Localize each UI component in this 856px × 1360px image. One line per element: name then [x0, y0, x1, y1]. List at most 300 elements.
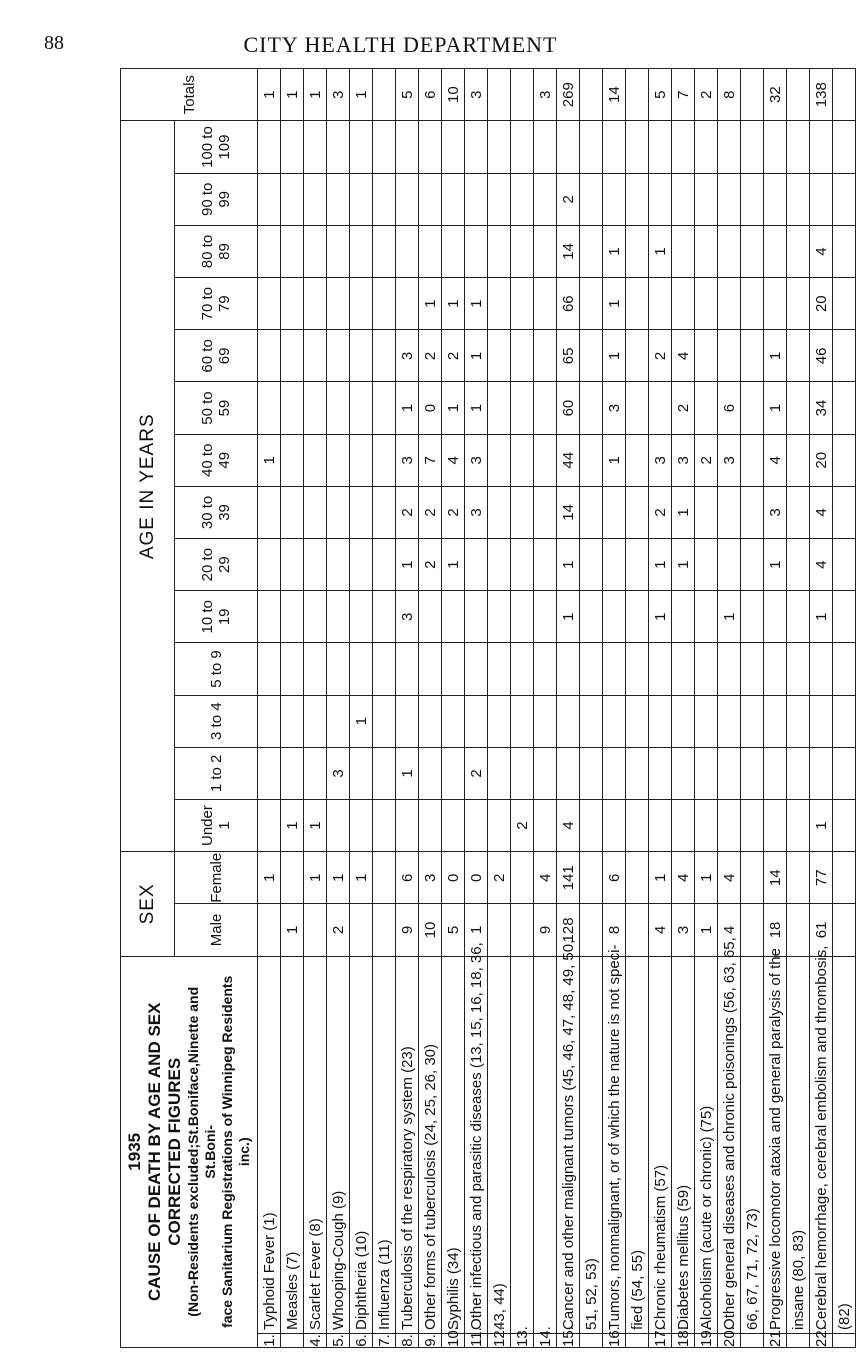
table-cell: 1	[442, 382, 465, 434]
table-cell	[833, 382, 856, 434]
table-cell	[465, 173, 488, 225]
table-cell	[465, 695, 488, 747]
table-cell	[304, 434, 327, 486]
table-cell	[304, 747, 327, 799]
table-row	[419, 69, 442, 1348]
table-row	[741, 69, 764, 1348]
table-row	[718, 69, 741, 1348]
table-cell	[442, 799, 465, 851]
table-cell	[787, 486, 810, 538]
table-cell	[419, 173, 442, 225]
table-cell	[327, 695, 350, 747]
column-header: 80 to 89	[175, 225, 258, 277]
table-cell	[787, 747, 810, 799]
table-cell	[626, 852, 649, 904]
table-cell: 1	[603, 330, 626, 382]
cause-name: (82)	[833, 956, 856, 1333]
table-cell	[488, 330, 511, 382]
table-cell	[603, 121, 626, 173]
table-cell	[373, 486, 396, 538]
table-cell	[304, 539, 327, 591]
table-cell	[672, 173, 695, 225]
table-row	[373, 69, 396, 1348]
table-cell	[419, 747, 442, 799]
table-cell: 6	[718, 382, 741, 434]
table-cell	[258, 486, 281, 538]
table-cell: 34	[810, 382, 833, 434]
table-cell: 6	[419, 69, 442, 121]
table-cell	[534, 591, 557, 643]
table-cell: 7	[419, 434, 442, 486]
table-row	[534, 69, 557, 1348]
table-cell	[741, 121, 764, 173]
row-number: 9.	[419, 1333, 442, 1347]
table-cell	[258, 591, 281, 643]
table-cell: 1	[465, 382, 488, 434]
table-cell	[396, 278, 419, 330]
table-cell	[580, 486, 603, 538]
table-cell: 0	[419, 382, 442, 434]
column-header: 20 to 29	[175, 539, 258, 591]
table-cell	[350, 121, 373, 173]
table-cell: 3	[327, 69, 350, 121]
row-number: 10.	[442, 1333, 465, 1347]
table-cell	[764, 643, 787, 695]
table-cell: 8	[718, 69, 741, 121]
table-cell	[281, 434, 304, 486]
table-cell	[327, 121, 350, 173]
table-cell	[511, 904, 534, 956]
table-cell: 65	[557, 330, 580, 382]
table-cell: 9	[396, 904, 419, 956]
table-cell	[373, 747, 396, 799]
table-cell: 1	[304, 69, 327, 121]
table-cell	[373, 69, 396, 121]
column-header: 50 to 59	[175, 382, 258, 434]
table-cell	[787, 434, 810, 486]
table-cell: 3	[327, 747, 350, 799]
table-cell: 6	[603, 852, 626, 904]
table-cell	[327, 330, 350, 382]
table-cell	[373, 278, 396, 330]
table-cell	[327, 486, 350, 538]
table-cell: 2	[419, 330, 442, 382]
table-cell	[281, 852, 304, 904]
cause-name: Typhoid Fever (1)	[258, 956, 281, 1333]
cause-name	[534, 956, 557, 1333]
table-cell	[511, 225, 534, 277]
sex-group-header: SEX	[121, 852, 175, 956]
table-cell	[649, 643, 672, 695]
table-cell	[373, 904, 396, 956]
table-cell	[534, 225, 557, 277]
table-cell	[718, 278, 741, 330]
table-cell	[603, 539, 626, 591]
table-cell	[672, 695, 695, 747]
table-cell	[603, 591, 626, 643]
column-header: 30 to 39	[175, 486, 258, 538]
table-cell: 4	[810, 486, 833, 538]
table-cell	[557, 643, 580, 695]
table-cell	[787, 695, 810, 747]
table-cell: 6	[396, 852, 419, 904]
table-cell	[787, 591, 810, 643]
table-cell: 2	[649, 486, 672, 538]
table-cell	[258, 330, 281, 382]
row-number	[833, 1333, 856, 1347]
table-cell	[488, 173, 511, 225]
table-cell	[350, 591, 373, 643]
table-cell	[787, 173, 810, 225]
table-cell	[511, 643, 534, 695]
table-cell	[511, 852, 534, 904]
table-row	[511, 69, 534, 1348]
table-cell	[258, 173, 281, 225]
table-cell	[396, 695, 419, 747]
table-cell	[580, 591, 603, 643]
row-number	[626, 1333, 649, 1347]
table-cell	[649, 173, 672, 225]
table-cell	[465, 643, 488, 695]
table-row	[442, 69, 465, 1348]
table-cell: 4	[649, 904, 672, 956]
cause-name: Tuberculosis of the respiratory system (23)	[396, 956, 419, 1333]
table-cell	[626, 434, 649, 486]
table-cell	[373, 225, 396, 277]
table-cell	[580, 434, 603, 486]
table-cell: 3	[419, 852, 442, 904]
table-cell: 1	[764, 539, 787, 591]
table-row	[649, 69, 672, 1348]
table-cell: 1	[396, 747, 419, 799]
table-cell	[741, 539, 764, 591]
table-cell	[741, 643, 764, 695]
table-cell	[281, 591, 304, 643]
table-cell	[580, 173, 603, 225]
table-cell: 3	[396, 330, 419, 382]
cause-name: Measles (7)	[281, 956, 304, 1333]
table-cell: 1	[649, 591, 672, 643]
table-cell	[626, 121, 649, 173]
table-cell	[373, 852, 396, 904]
table-row	[626, 69, 649, 1348]
table-cell	[511, 434, 534, 486]
table-cell: 2	[649, 330, 672, 382]
table-cell: 8	[603, 904, 626, 956]
table-cell: 1	[764, 382, 787, 434]
table-row	[810, 69, 833, 1348]
cause-name: insane (80, 83)	[787, 956, 810, 1333]
table-row	[764, 69, 787, 1348]
table-cell	[718, 121, 741, 173]
table-cell	[833, 173, 856, 225]
table-cell	[511, 330, 534, 382]
table-cell	[649, 121, 672, 173]
table-cell: 4	[442, 434, 465, 486]
table-cell	[833, 643, 856, 695]
table-cell	[465, 799, 488, 851]
cause-name: Alcoholism (acute or chronic) (75)	[695, 956, 718, 1333]
table-row	[557, 69, 580, 1348]
table-row	[465, 69, 488, 1348]
table-cell	[327, 539, 350, 591]
table-cell: 61	[810, 904, 833, 956]
table-cell	[787, 225, 810, 277]
table-cell	[695, 747, 718, 799]
table-cell	[488, 591, 511, 643]
table-cell: 3	[465, 486, 488, 538]
table-cell	[741, 486, 764, 538]
table-cell	[488, 382, 511, 434]
table-cell: 2	[419, 486, 442, 538]
table-cell: 14	[764, 852, 787, 904]
table-cell	[304, 330, 327, 382]
table-cell	[281, 486, 304, 538]
row-number	[787, 1333, 810, 1347]
row-number: 4.	[304, 1333, 327, 1347]
table-cell	[465, 121, 488, 173]
table-cell: 2	[672, 382, 695, 434]
caption-note-2: face Sanitarium Registrations of Winnipeg Residents inc.)	[219, 975, 252, 1328]
table-cell	[373, 121, 396, 173]
table-cell	[695, 173, 718, 225]
table-cell	[580, 799, 603, 851]
table-cell	[718, 695, 741, 747]
table-cell	[373, 695, 396, 747]
cause-name: Other forms of tuberculosis (24, 25, 26, 30)	[419, 956, 442, 1333]
table-cell	[465, 591, 488, 643]
table-cell	[419, 225, 442, 277]
table-cell	[764, 225, 787, 277]
caption-year: 1935	[125, 1132, 144, 1171]
table-cell	[534, 434, 557, 486]
table-cell	[327, 591, 350, 643]
table-cell	[833, 434, 856, 486]
table-cell	[419, 121, 442, 173]
table-cell: 2	[442, 486, 465, 538]
table-cell	[419, 591, 442, 643]
table-cell: 1	[465, 330, 488, 382]
table-cell: 3	[672, 434, 695, 486]
table-cell	[603, 799, 626, 851]
table-cell: 10	[419, 904, 442, 956]
table-cell	[580, 904, 603, 956]
table-cell	[833, 278, 856, 330]
table-cell: 1	[649, 225, 672, 277]
table-cell: 3	[764, 486, 787, 538]
table-cell	[350, 382, 373, 434]
column-header: 5 to 9	[175, 643, 258, 695]
table-cell: 3	[649, 434, 672, 486]
table-cell	[787, 69, 810, 121]
row-number: 20.	[718, 1333, 741, 1347]
table-cell: 1	[327, 852, 350, 904]
table-row	[304, 69, 327, 1348]
table-cell	[534, 121, 557, 173]
table-cell: 1	[258, 69, 281, 121]
table-cell	[718, 173, 741, 225]
row-number: 21.	[764, 1333, 787, 1347]
table-cell	[511, 591, 534, 643]
table-cell	[396, 799, 419, 851]
cause-name: Influenza (11)	[373, 956, 396, 1333]
table-cell: 0	[465, 852, 488, 904]
page-header	[0, 0, 801, 70]
table-cell: 1	[764, 330, 787, 382]
table-cell	[511, 69, 534, 121]
table-cell	[419, 643, 442, 695]
table-cell	[718, 747, 741, 799]
table-cell	[626, 799, 649, 851]
table-cell: 20	[810, 278, 833, 330]
table-cell	[695, 225, 718, 277]
table-cell	[557, 747, 580, 799]
table-cell: 1	[557, 591, 580, 643]
table-caption	[121, 956, 258, 1347]
table-cell	[488, 904, 511, 956]
table-cell	[511, 173, 534, 225]
table-cell	[327, 382, 350, 434]
table-cell: 2	[396, 486, 419, 538]
table-cell: 14	[557, 225, 580, 277]
table-cell	[373, 799, 396, 851]
table-cell: 14	[603, 69, 626, 121]
table-cell	[350, 278, 373, 330]
table-cell: 4	[810, 225, 833, 277]
table-cell	[626, 382, 649, 434]
table-cell: 2	[442, 330, 465, 382]
row-number: 7.	[373, 1333, 396, 1347]
table-cell: 4	[534, 852, 557, 904]
table-cell	[350, 747, 373, 799]
table-cell: 1	[396, 539, 419, 591]
table-cell	[350, 539, 373, 591]
table-cell	[304, 486, 327, 538]
column-header: 40 to 49	[175, 434, 258, 486]
table-cell	[488, 278, 511, 330]
table-cell	[626, 904, 649, 956]
table-cell	[718, 799, 741, 851]
table-cell	[488, 695, 511, 747]
table-cell: 1	[258, 852, 281, 904]
table-cell: 46	[810, 330, 833, 382]
caption-title: CAUSE OF DEATH BY AGE AND SEX	[145, 1002, 164, 1302]
table-cell	[350, 486, 373, 538]
table-cell	[649, 799, 672, 851]
table-cell: 1	[281, 69, 304, 121]
table-cell	[327, 278, 350, 330]
row-number: 8.	[396, 1333, 419, 1347]
table-cell	[695, 278, 718, 330]
table-cell: 1	[442, 539, 465, 591]
table-cell	[787, 382, 810, 434]
table-cell: 1	[557, 539, 580, 591]
table-cell	[672, 278, 695, 330]
table-cell: 1	[603, 434, 626, 486]
table-cell	[649, 382, 672, 434]
table-cell: 2	[511, 799, 534, 851]
table-cell	[833, 539, 856, 591]
table-cell	[626, 69, 649, 121]
table-cell	[534, 278, 557, 330]
table-cell	[718, 225, 741, 277]
table-cell	[419, 695, 442, 747]
table-row	[580, 69, 603, 1348]
table-cell	[626, 486, 649, 538]
table-cell	[258, 278, 281, 330]
table-cell: 3	[465, 434, 488, 486]
table-cell	[718, 486, 741, 538]
table-cell	[695, 799, 718, 851]
table-cell	[258, 747, 281, 799]
table-cell	[465, 539, 488, 591]
table-row	[695, 69, 718, 1348]
table-cell	[304, 643, 327, 695]
table-cell	[833, 591, 856, 643]
cause-name: Scarlet Fever (8)	[304, 956, 327, 1333]
table-cell	[350, 434, 373, 486]
table-cell	[764, 278, 787, 330]
table-cell	[511, 121, 534, 173]
table-cell	[488, 799, 511, 851]
table-cell	[833, 904, 856, 956]
row-number: 13.	[511, 1333, 534, 1347]
table-cell	[672, 121, 695, 173]
table-cell	[580, 382, 603, 434]
table-cell: 1	[419, 278, 442, 330]
cause-of-death-table	[120, 68, 856, 1348]
table-cell	[603, 486, 626, 538]
table-cell	[603, 643, 626, 695]
table-cell	[327, 799, 350, 851]
table-cell: 0	[442, 852, 465, 904]
table-cell	[626, 173, 649, 225]
row-number: 16.	[603, 1333, 626, 1347]
table-cell	[304, 121, 327, 173]
table-row	[327, 69, 350, 1348]
column-header: 1 to 2	[175, 747, 258, 799]
table-cell	[258, 643, 281, 695]
cause-name: fied (54, 55)	[626, 956, 649, 1333]
table-cell	[810, 643, 833, 695]
table-cell: 1	[350, 852, 373, 904]
table-cell	[741, 695, 764, 747]
table-cell	[373, 539, 396, 591]
table-cell: 1	[396, 382, 419, 434]
table-cell: 32	[764, 69, 787, 121]
table-cell	[626, 643, 649, 695]
table-cell	[580, 695, 603, 747]
table-cell	[511, 486, 534, 538]
column-header: 60 to 69	[175, 330, 258, 382]
table-cell	[534, 382, 557, 434]
table-row	[672, 69, 695, 1348]
table-cell: 3	[396, 434, 419, 486]
table-cell	[373, 591, 396, 643]
column-header: Totals	[121, 69, 258, 121]
table-cell	[557, 695, 580, 747]
table-row	[603, 69, 626, 1348]
cause-name: Cancer and other malignant tumors (45, 46, 47, 48, 49, 50,	[557, 956, 580, 1333]
table-cell	[511, 539, 534, 591]
table-cell: 1	[672, 486, 695, 538]
table-cell	[281, 330, 304, 382]
table-cell	[304, 278, 327, 330]
row-number: 6.	[350, 1333, 373, 1347]
table-cell	[373, 434, 396, 486]
table-cell	[534, 330, 557, 382]
column-header: Female	[175, 852, 258, 904]
